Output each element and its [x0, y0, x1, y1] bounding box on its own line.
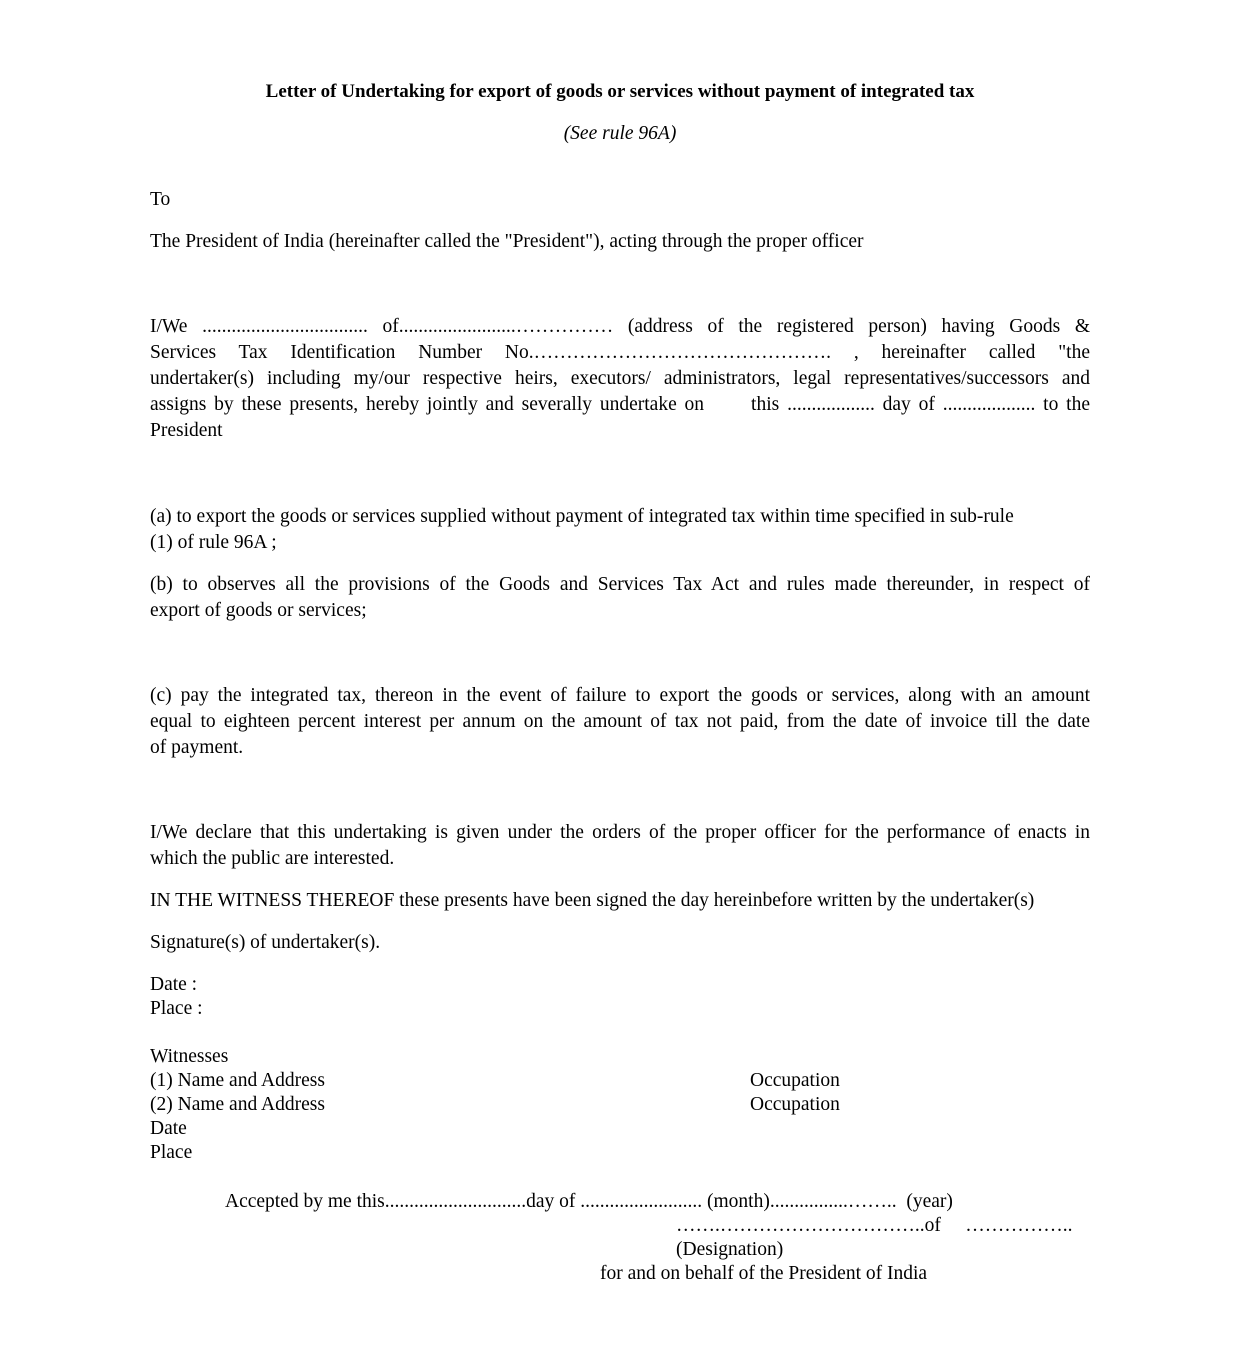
undertaking-line-1: I/We .................................. of........................…………… (address of the registered person) having Goods & — [150, 316, 1090, 337]
document-subtitle: (See rule 96A) — [563, 123, 677, 144]
to-label: To — [150, 189, 171, 210]
item-c-line-3: of payment. — [150, 737, 244, 758]
item-b-line-1: (b) to observes all the provisions of the Goods and Services Tax Act and rules made thereunder, in respect of — [150, 574, 1090, 595]
designation-label: (Designation) — [676, 1239, 784, 1260]
officer-line: …….…………………………..of …………….. — [676, 1215, 1073, 1236]
document-title: Letter of Undertaking for export of goods or services without payment of integrated tax — [265, 81, 975, 102]
declaration-line-1: I/We declare that this undertaking is given under the orders of the proper officer for the performance of enacts in — [150, 822, 1090, 843]
item-b-line-2: export of goods or services; — [150, 600, 367, 621]
addressee: The President of India (hereinafter called the "President"), acting through the proper officer — [150, 231, 864, 252]
witness-2-occupation: Occupation — [750, 1094, 840, 1115]
item-a-line-2: (1) of rule 96A ; — [150, 532, 277, 553]
witness-1-occupation: Occupation — [750, 1070, 840, 1091]
witness-2-name: (2) Name and Address — [150, 1094, 325, 1115]
date-label: Date : — [150, 974, 198, 995]
behalf-label: for and on behalf of the President of India — [600, 1263, 928, 1284]
witness-1-name: (1) Name and Address — [150, 1070, 325, 1091]
undertaking-line-2: Services Tax Identification Number No.………………………………………. , hereinafter called "the — [150, 342, 1090, 363]
accepted-line: Accepted by me this.............................day of ......................... (month)................…….. (year) — [225, 1191, 953, 1212]
item-c-line-1: (c) pay the integrated tax, thereon in the event of failure to export the goods or services, along with an amount — [150, 685, 1090, 706]
undertaking-line-3: undertaker(s) including my/our respective heirs, executors/ administrators, legal representatives/successors and — [150, 368, 1090, 389]
item-a-line-1: (a) to export the goods or services supplied without payment of integrated tax within time specified in sub-rule — [150, 506, 1014, 527]
witnesses-heading: Witnesses — [150, 1046, 229, 1067]
signature-label: Signature(s) of undertaker(s). — [150, 932, 381, 953]
undertaking-line-5: President — [150, 420, 223, 441]
declaration-line-2: which the public are interested. — [150, 848, 395, 869]
place-label: Place : — [150, 998, 203, 1019]
witness-clause: IN THE WITNESS THEREOF these presents have been signed the day hereinbefore written by the undertaker(s) — [150, 890, 1035, 911]
witness-date: Date — [150, 1118, 187, 1139]
item-c-line-2: equal to eighteen percent interest per annum on the amount of tax not paid, from the date of invoice till the date — [150, 711, 1090, 732]
undertaking-line-4: assigns by these presents, hereby jointly and severally undertake on this .................. day of ................... to the — [150, 394, 1090, 415]
witness-place: Place — [150, 1142, 193, 1163]
